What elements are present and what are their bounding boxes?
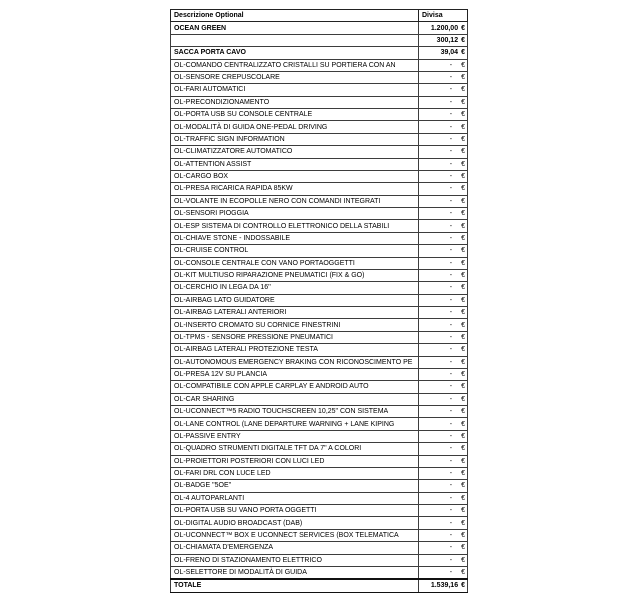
option-value-cell [419, 195, 468, 207]
amount-text: - [449, 346, 453, 354]
amount-text: - [449, 432, 453, 440]
option-value-cell [419, 232, 468, 244]
option-value-cell [419, 158, 468, 170]
euro-symbol: € [461, 24, 465, 32]
euro-symbol: € [461, 135, 465, 143]
table-row [171, 368, 468, 380]
euro-symbol: € [461, 222, 465, 230]
amount-text: - [449, 395, 453, 403]
amount-text: - [449, 123, 453, 131]
option-value-cell [419, 109, 468, 121]
option-description-cell: OL-AUTONOMOUS EMERGENCY BRAKING CON RICONOSCIMENTO PE [171, 356, 419, 368]
amount-text: 1.539,16 [430, 582, 459, 590]
euro-symbol: € [461, 321, 465, 329]
amount-text: 1.200,00 [430, 24, 459, 32]
amount-text: - [449, 383, 453, 391]
amount-text: 300,12 [436, 36, 459, 44]
option-description-cell: OL-PROIETTORI POSTERIORI CON LUCI LED [171, 455, 419, 467]
amount-text: - [449, 160, 453, 168]
table-row [171, 294, 468, 306]
option-description-cell: OL-CARGO BOX [171, 170, 419, 182]
euro-symbol: € [461, 420, 465, 428]
column-header-divisa: Divisa [419, 10, 468, 22]
amount-text: - [449, 519, 453, 527]
euro-symbol: € [461, 445, 465, 453]
euro-symbol: € [461, 346, 465, 354]
option-description-cell: OL-BADGE "5OE" [171, 480, 419, 492]
option-description-cell: OL-ESP SISTEMA DI CONTROLLO ELETTRONICO DELLA STABILI [171, 220, 419, 232]
option-description-cell: OL-CRUISE CONTROL [171, 245, 419, 257]
table-row [171, 170, 468, 182]
table-row [171, 47, 468, 59]
euro-symbol: € [461, 123, 465, 131]
option-value-cell [419, 480, 468, 492]
amount-text: - [449, 296, 453, 304]
euro-symbol: € [461, 482, 465, 490]
table-row [171, 517, 468, 529]
euro-symbol: € [461, 197, 465, 205]
table-row [171, 195, 468, 207]
table-row [171, 566, 468, 579]
option-description-cell: OL-FARI AUTOMATICI [171, 84, 419, 96]
euro-symbol: € [461, 234, 465, 242]
amount-text: - [449, 98, 453, 106]
table-row [171, 232, 468, 244]
table-row [171, 22, 468, 34]
amount-text: - [449, 569, 453, 577]
option-description-cell: OL-COMPATIBILE CON APPLE CARPLAY E ANDROID AUTO [171, 381, 419, 393]
option-value-cell [419, 542, 468, 554]
amount-text: - [449, 247, 453, 255]
option-value-cell [419, 96, 468, 108]
euro-symbol: € [461, 160, 465, 168]
option-value-cell [419, 307, 468, 319]
option-description-cell: OL-UCONNECT™5 RADIO TOUCHSCREEN 10,25" CON SISTEMA [171, 406, 419, 418]
table-row [171, 492, 468, 504]
table-row [171, 542, 468, 554]
option-value-cell [419, 418, 468, 430]
option-description-cell: OL-TRAFFIC SIGN INFORMATION [171, 133, 419, 145]
option-value-cell [419, 430, 468, 442]
option-description-cell: OL-FRENO DI STAZIONAMENTO ELETTRICO [171, 554, 419, 566]
amount-text: - [449, 210, 453, 218]
option-description-cell: OL-UCONNECT™ BOX E UCONNECT SERVICES (BOX TELEMATICA [171, 529, 419, 541]
table-row [171, 146, 468, 158]
table-row [171, 220, 468, 232]
table-row [171, 158, 468, 170]
amount-text: - [449, 321, 453, 329]
option-value-cell [419, 319, 468, 331]
euro-symbol: € [461, 61, 465, 69]
option-value-cell [419, 257, 468, 269]
euro-symbol: € [461, 531, 465, 539]
table-row [171, 208, 468, 220]
amount-text: - [449, 371, 453, 379]
option-value-cell [419, 492, 468, 504]
table-row [171, 84, 468, 96]
euro-symbol: € [461, 185, 465, 193]
option-description-cell: OL-SENSORI PIOGGIA [171, 208, 419, 220]
option-value-cell [419, 517, 468, 529]
option-value-cell [419, 59, 468, 71]
euro-symbol: € [461, 259, 465, 267]
table-row [171, 381, 468, 393]
euro-symbol: € [461, 519, 465, 527]
amount-text: - [449, 482, 453, 490]
table-row [171, 480, 468, 492]
amount-text: - [449, 420, 453, 428]
euro-symbol: € [461, 408, 465, 416]
option-description-cell: OL-CERCHIO IN LEGA DA 16'' [171, 282, 419, 294]
option-value-cell [419, 245, 468, 257]
option-value-cell [419, 505, 468, 517]
option-value-cell [419, 554, 468, 566]
option-value-cell [419, 443, 468, 455]
table-row [171, 109, 468, 121]
amount-text: - [449, 272, 453, 280]
option-description-cell: OL-QUADRO STRUMENTI DIGITALE TFT DA 7" A COLORI [171, 443, 419, 455]
option-description-cell: OCEAN GREEN [171, 22, 419, 34]
euro-symbol: € [461, 470, 465, 478]
amount-text: - [449, 531, 453, 539]
option-value-cell [419, 331, 468, 343]
euro-symbol: € [461, 432, 465, 440]
amount-text: 39,04 [440, 49, 459, 57]
option-value-cell [419, 529, 468, 541]
table-row [171, 34, 468, 46]
option-description-cell: OL-AIRBAG LATO GUIDATORE [171, 294, 419, 306]
options-table-container [170, 9, 468, 593]
option-value-cell [419, 579, 468, 592]
option-value-cell [419, 269, 468, 281]
option-description-cell: OL-PRESA RICARICA RAPIDA 85KW [171, 183, 419, 195]
amount-text: - [449, 148, 453, 156]
euro-symbol: € [461, 111, 465, 119]
amount-text: - [449, 358, 453, 366]
option-description-cell: OL-INSERTO CROMATO SU CORNICE FINESTRINI [171, 319, 419, 331]
euro-symbol: € [461, 148, 465, 156]
table-row [171, 121, 468, 133]
option-value-cell [419, 344, 468, 356]
option-description-cell: TOTALE [171, 579, 419, 592]
column-header-descrizione-optional: Descrizione Optional [171, 10, 419, 22]
option-description-cell: OL-SENSORE CREPUSCOLARE [171, 71, 419, 83]
table-row [171, 406, 468, 418]
euro-symbol: € [461, 49, 465, 57]
euro-symbol: € [461, 383, 465, 391]
euro-symbol: € [461, 582, 465, 590]
amount-text: - [449, 333, 453, 341]
optional-description-table [170, 9, 468, 593]
euro-symbol: € [461, 272, 465, 280]
amount-text: - [449, 445, 453, 453]
option-description-cell [171, 34, 419, 46]
table-row [171, 467, 468, 479]
table-row [171, 505, 468, 517]
euro-symbol: € [461, 544, 465, 552]
option-value-cell [419, 121, 468, 133]
euro-symbol: € [461, 247, 465, 255]
amount-text: - [449, 111, 453, 119]
euro-symbol: € [461, 457, 465, 465]
option-value-cell [419, 34, 468, 46]
option-description-cell: OL-CONSOLE CENTRALE CON VANO PORTAOGGETTI [171, 257, 419, 269]
amount-text: - [449, 234, 453, 242]
table-row [171, 59, 468, 71]
amount-text: - [449, 408, 453, 416]
amount-text: - [449, 309, 453, 317]
euro-symbol: € [461, 36, 465, 44]
amount-text: - [449, 222, 453, 230]
table-row [171, 393, 468, 405]
option-description-cell: OL-DIGITAL AUDIO BROADCAST (DAB) [171, 517, 419, 529]
table-row [171, 554, 468, 566]
option-description-cell: OL-LANE CONTROL (LANE DEPARTURE WARNING + LANE KIPING [171, 418, 419, 430]
amount-text: - [449, 544, 453, 552]
option-value-cell [419, 467, 468, 479]
table-row [171, 331, 468, 343]
option-value-cell [419, 146, 468, 158]
option-value-cell [419, 566, 468, 579]
table-row [171, 245, 468, 257]
option-description-cell: OL-CHIAVE STONE - INDOSSABILE [171, 232, 419, 244]
table-row [171, 455, 468, 467]
option-description-cell: OL-SELETTORE DI MODALITÀ DI GUIDA [171, 566, 419, 579]
table-row [171, 282, 468, 294]
euro-symbol: € [461, 284, 465, 292]
table-row [171, 430, 468, 442]
option-value-cell [419, 84, 468, 96]
option-description-cell: OL-CHIAMATA D'EMERGENZA [171, 542, 419, 554]
euro-symbol: € [461, 556, 465, 564]
amount-text: - [449, 61, 453, 69]
option-value-cell [419, 356, 468, 368]
euro-symbol: € [461, 333, 465, 341]
option-description-cell: SACCA PORTA CAVO [171, 47, 419, 59]
amount-text: - [449, 86, 453, 94]
option-value-cell [419, 47, 468, 59]
option-description-cell: OL-PRECONDIZIONAMENTO [171, 96, 419, 108]
option-description-cell: OL-PORTA USB SU CONSOLE CENTRALE [171, 109, 419, 121]
option-value-cell [419, 170, 468, 182]
table-row [171, 356, 468, 368]
table-row [171, 183, 468, 195]
option-value-cell [419, 368, 468, 380]
euro-symbol: € [461, 371, 465, 379]
option-value-cell [419, 71, 468, 83]
option-description-cell: OL-KIT MULTIUSO RIPARAZIONE PNEUMATICI (FIX & GO) [171, 269, 419, 281]
amount-text: - [449, 457, 453, 465]
option-value-cell [419, 220, 468, 232]
euro-symbol: € [461, 173, 465, 181]
table-row [171, 319, 468, 331]
euro-symbol: € [461, 86, 465, 94]
option-value-cell [419, 282, 468, 294]
amount-text: - [449, 507, 453, 515]
option-description-cell: OL-FARI DRL CON LUCE LED [171, 467, 419, 479]
option-description-cell: OL-CAR SHARING [171, 393, 419, 405]
option-description-cell: OL-COMANDO CENTRALIZZATO CRISTALLI SU PORTIERA CON AN [171, 59, 419, 71]
table-header-row [171, 10, 468, 22]
option-description-cell: OL-VOLANTE IN ECOPOLLE NERO CON COMANDI INTEGRATI [171, 195, 419, 207]
euro-symbol: € [461, 74, 465, 82]
amount-text: - [449, 284, 453, 292]
option-description-cell: OL-4 AUTOPARLANTI [171, 492, 419, 504]
amount-text: - [449, 74, 453, 82]
amount-text: - [449, 259, 453, 267]
euro-symbol: € [461, 395, 465, 403]
table-row [171, 579, 468, 592]
option-value-cell [419, 208, 468, 220]
euro-symbol: € [461, 309, 465, 317]
option-description-cell: OL-AIRBAG LATERALI PROTEZIONE TESTA [171, 344, 419, 356]
option-value-cell [419, 455, 468, 467]
amount-text: - [449, 135, 453, 143]
option-description-cell: OL-PASSIVE ENTRY [171, 430, 419, 442]
option-description-cell: OL-PORTA USB SU VANO PORTA OGGETTI [171, 505, 419, 517]
option-description-cell: OL-AIRBAG LATERALI ANTERIORI [171, 307, 419, 319]
euro-symbol: € [461, 296, 465, 304]
table-row [171, 344, 468, 356]
table-body [171, 22, 468, 592]
option-value-cell [419, 294, 468, 306]
table-row [171, 307, 468, 319]
option-value-cell [419, 406, 468, 418]
option-value-cell [419, 381, 468, 393]
amount-text: - [449, 470, 453, 478]
table-row [171, 96, 468, 108]
amount-text: - [449, 556, 453, 564]
option-value-cell [419, 22, 468, 34]
option-value-cell [419, 393, 468, 405]
table-row [171, 418, 468, 430]
option-description-cell: OL-MODALITÀ DI GUIDA ONE-PEDAL DRIVING [171, 121, 419, 133]
amount-text: - [449, 494, 453, 502]
euro-symbol: € [461, 210, 465, 218]
euro-symbol: € [461, 494, 465, 502]
table-row [171, 71, 468, 83]
euro-symbol: € [461, 507, 465, 515]
amount-text: - [449, 173, 453, 181]
option-value-cell [419, 183, 468, 195]
option-description-cell: OL-PRESA 12V SU PLANCIA [171, 368, 419, 380]
amount-text: - [449, 185, 453, 193]
amount-text: - [449, 197, 453, 205]
table-row [171, 529, 468, 541]
euro-symbol: € [461, 358, 465, 366]
euro-symbol: € [461, 98, 465, 106]
table-row [171, 133, 468, 145]
option-description-cell: OL-ATTENTION ASSIST [171, 158, 419, 170]
option-description-cell: OL-TPMS - SENSORE PRESSIONE PNEUMATICI [171, 331, 419, 343]
table-row [171, 269, 468, 281]
euro-symbol: € [461, 569, 465, 577]
table-row [171, 443, 468, 455]
option-description-cell: OL-CLIMATIZZATORE AUTOMATICO [171, 146, 419, 158]
table-row [171, 257, 468, 269]
option-value-cell [419, 133, 468, 145]
